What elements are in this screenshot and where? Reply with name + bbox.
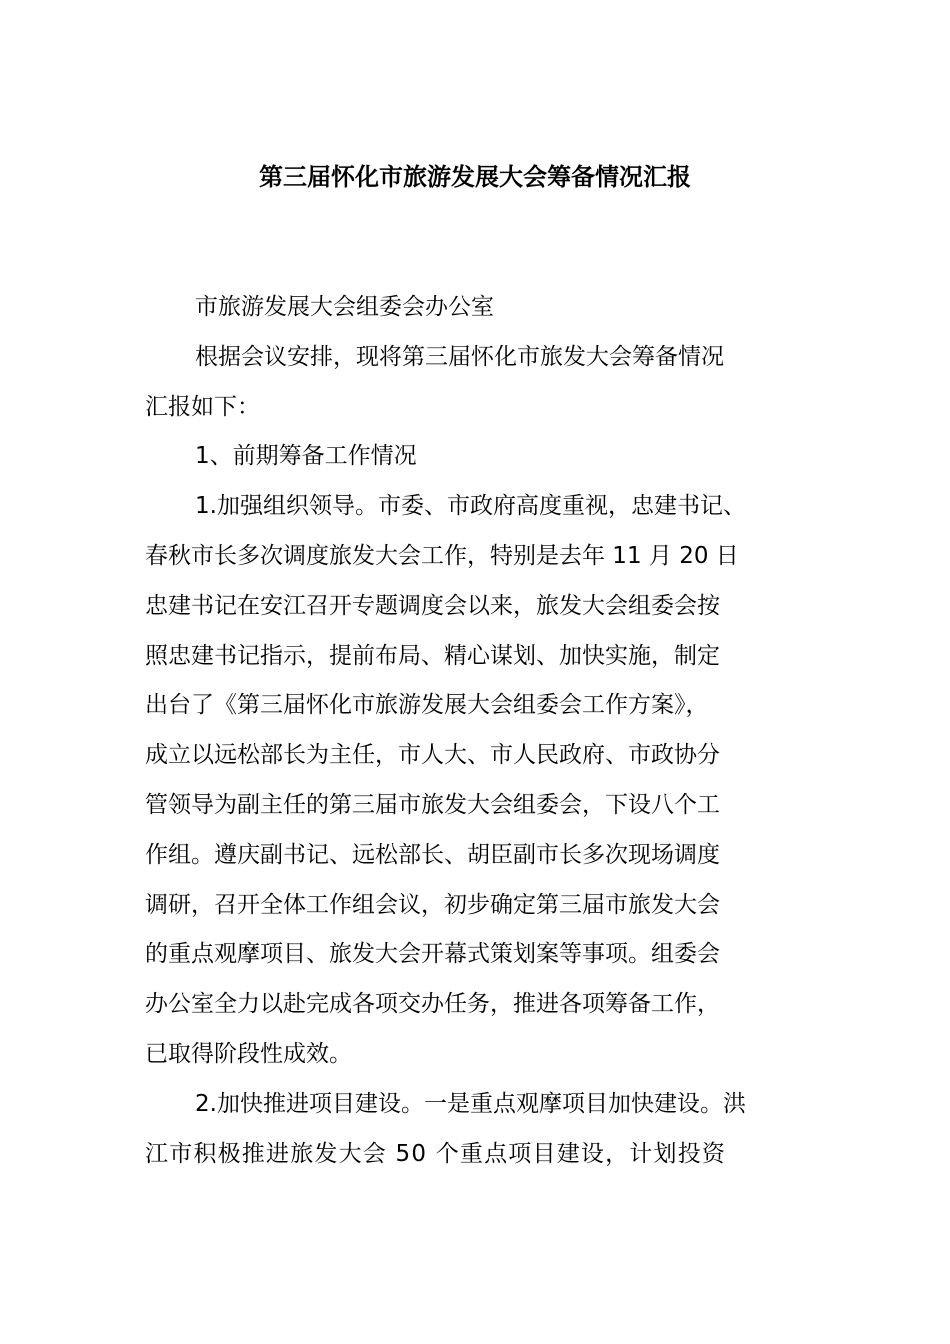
paragraph-line: 作组。遵庆副书记、远松部长、胡臣副市长多次现场调度 bbox=[145, 841, 720, 868]
paragraph-line: 照忠建书记指示，提前布局、精心谋划、加快实施，制定 bbox=[145, 642, 720, 669]
paragraph-line: 根据会议安排，现将第三届怀化市旅发大会筹备情况 bbox=[195, 343, 724, 370]
paragraph-line: 1.加强组织领导。市委、市政府高度重视，忠建书记、 bbox=[195, 493, 746, 520]
document-body bbox=[145, 283, 807, 1179]
paragraph-line: 出台了《第三届怀化市旅游发展大会组委会工作方案》， bbox=[145, 692, 709, 719]
paragraph-line: 忠建书记在安江召开专题调度会以来，旅发大会组委会按 bbox=[145, 592, 720, 619]
paragraph-line: 的重点观摩项目、旅发大会开幕式策划案等事项。组委会 bbox=[145, 941, 720, 968]
paragraph-line: 汇报如下： bbox=[145, 393, 260, 420]
paragraph-line: 办公室全力以赴完成各项交办任务，推进各项筹备工作， bbox=[145, 991, 720, 1018]
paragraph-line: 市旅游发展大会组委会办公室 bbox=[195, 294, 494, 320]
section-heading: 1、前期筹备工作情况 bbox=[195, 443, 417, 470]
paragraph-line: 已取得阶段性成效。 bbox=[145, 1040, 352, 1067]
paragraph-line: 春秋市长多次调度旅发大会工作，特别是去年 11 月 20 日 bbox=[145, 542, 739, 569]
paragraph-line: 2.加快推进项目建设。一是重点观摩项目加快建设。洪 bbox=[195, 1090, 746, 1117]
document-title: 第三届怀化市旅游发展大会筹备情况汇报 bbox=[259, 163, 691, 191]
paragraph-line: 管领导为副主任的第三届市旅发大会组委会，下设八个工 bbox=[145, 791, 720, 818]
paragraph-line: 江市积极推进旅发大会 50 个重点项目建设，计划投资 bbox=[145, 1140, 727, 1167]
paragraph-line: 调研，召开全体工作组会议，初步确定第三届市旅发大会 bbox=[145, 891, 720, 918]
paragraph-line: 成立以远松部长为主任，市人大、市人民政府、市政协分 bbox=[145, 742, 720, 769]
